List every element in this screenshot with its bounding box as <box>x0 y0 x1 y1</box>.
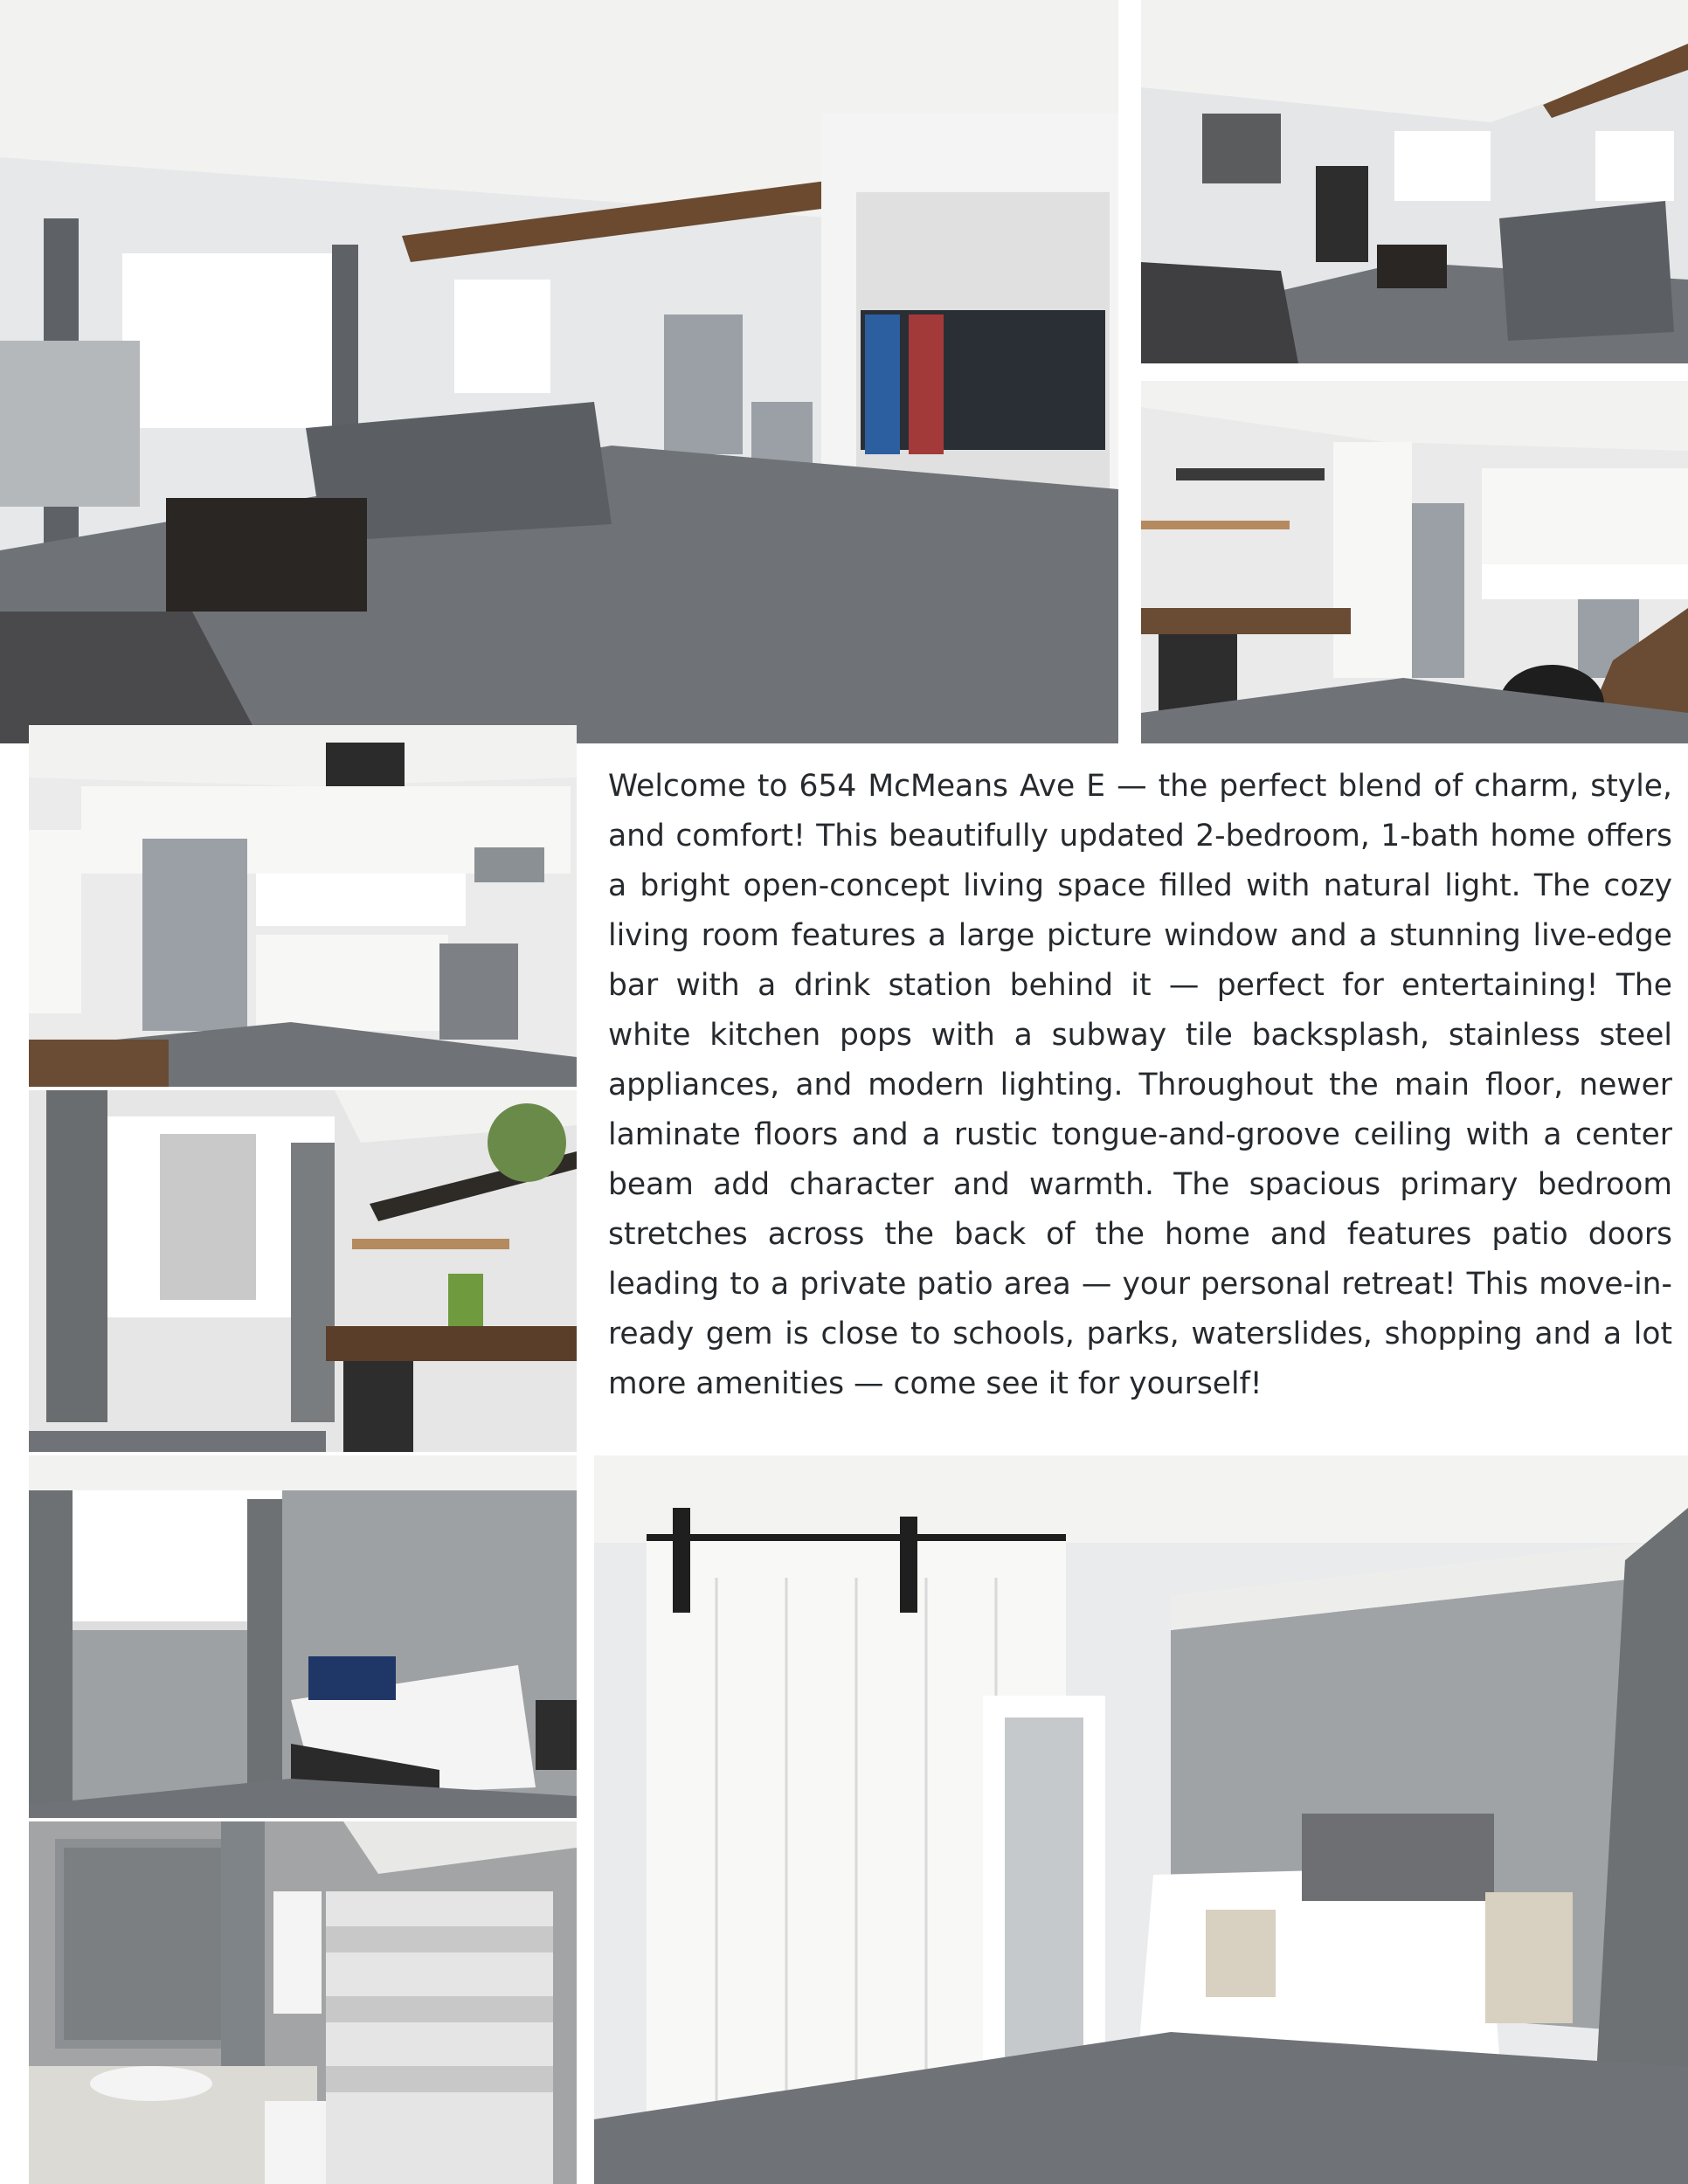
primary-bedroom-image <box>594 1455 1688 2184</box>
bar-kitchen-image <box>1141 381 1688 743</box>
drink-station-image <box>29 1090 577 1452</box>
photo-living-room-wide <box>1141 0 1688 363</box>
living-room-entry-image <box>0 0 1118 743</box>
photo-bar-kitchen <box>1141 381 1688 743</box>
photo-kitchen <box>29 725 577 1087</box>
kitchen-image <box>29 725 577 1087</box>
living-room-wide-image <box>1141 0 1688 363</box>
second-bedroom-image <box>29 1455 577 1818</box>
photo-bathroom <box>29 1821 577 2184</box>
photo-second-bedroom <box>29 1455 577 1818</box>
photo-drink-station <box>29 1090 577 1452</box>
bathroom-image <box>29 1821 577 2184</box>
photo-primary-bedroom <box>594 1455 1688 2184</box>
photo-living-room-entry <box>0 0 1118 743</box>
listing-description: Welcome to 654 McMeans Ave E — the perfect blend of charm, style, and comfort! This beautifully updated 2-bedroom, 1-bath home offers a bright open-concept living space filled with natural light. The cozy living room features a large picture window and a stunning live-edge bar with a drink station behind it — perfect for entertaining! The white kitchen pops with a subway tile backsplash, stainless steel appliances, and modern lighting. Throughout the main floor, newer laminate floors and a rustic tongue-and-groove ceiling with a center beam add character and warmth. The spacious primary bedroom stretches across the back of the home and features patio doors leading to a private patio area — your personal retreat! This move-in-ready gem is close to schools, parks, waterslides, shopping and a lot more amenities — come see it for yourself! <box>608 769 1672 1401</box>
